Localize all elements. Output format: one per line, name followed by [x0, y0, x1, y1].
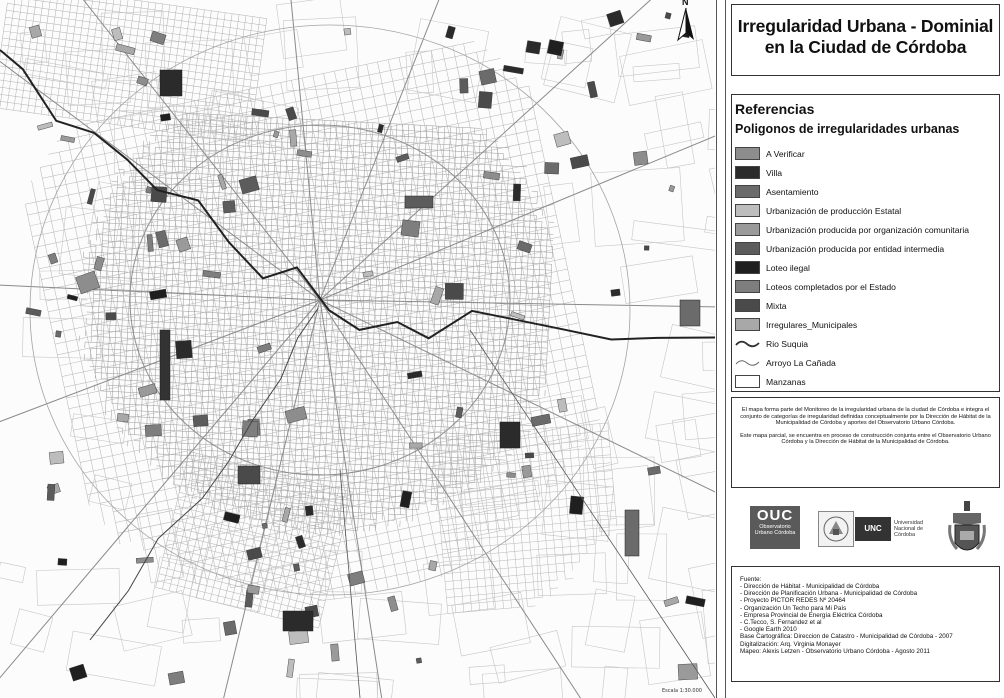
- sources-list: [740, 583, 991, 655]
- ouc-logo-subtitle: Observatorio Urbano Córdoba: [754, 524, 796, 536]
- legend-item: [735, 239, 997, 258]
- legend-label: Urbanización producida por organización comunitaria: [766, 224, 970, 235]
- map-title-line-1: Irregularidad Urbana - Dominial: [737, 16, 994, 36]
- legend-swatch: [735, 204, 760, 217]
- legend-list: [735, 144, 997, 391]
- legend-label: Rio Suquia: [766, 338, 809, 349]
- legend-label: Mixta: [766, 300, 787, 311]
- source-line: - Proyecto PICTOR REDES Nº 20464: [740, 597, 846, 605]
- note-paragraph-1: El mapa forma parte del Monitoreo de la irregularidad urbana de la ciudad de Córdoba e integra el conjunto de categorías de irregularidad definidas conceptualmente por la Dirección de Hábitat de la Municipalidad de Córdoba y aportes del Observatorio Urbano Córdoba.: [740, 407, 991, 427]
- sources-box: [731, 566, 1000, 682]
- source-line: - Empresa Provincial de Energía Eléctrica Córdoba: [740, 611, 883, 619]
- unc-logo-name: Universidad Nacional de Córdoba: [894, 520, 924, 538]
- legend-label: Villa: [766, 167, 783, 178]
- legend-item: [735, 144, 997, 163]
- ouc-logo-name: OUC: [756, 507, 794, 524]
- legend-item: [735, 163, 997, 182]
- legend-swatch: [735, 375, 760, 388]
- source-line: - Dirección de Hábitat - Municipalidad de Córdoba: [740, 583, 880, 590]
- legend-item: [735, 277, 997, 296]
- legend-label: Urbanización producida por entidad intermedia: [766, 243, 945, 254]
- municipal-shield-icon: [947, 499, 987, 559]
- legend-swatch: [735, 299, 760, 312]
- legend-swatch: [735, 280, 760, 293]
- legend-subtitle: Poligonos de irregularidades urbanas: [735, 122, 960, 136]
- stream-line-icon: [735, 356, 760, 369]
- legend-item: [735, 258, 997, 277]
- map-title-line-2: en la Ciudad de Córdoba: [764, 37, 967, 57]
- legend-label: Loteos completados por el Estado: [766, 281, 896, 292]
- sources-heading: Fuente:: [740, 576, 762, 583]
- note-paragraph-2: Este mapa parcial, se encuentra en proceso de construcción conjunta entre el Observatorio Urbano Córdoba y la Dirección de Hábitat de la Municipalidad de Córdoba.: [740, 432, 991, 446]
- legend-swatch: [735, 242, 760, 255]
- legend-item: [735, 201, 997, 220]
- legend-label: Asentamiento: [766, 186, 819, 197]
- legend-item: [735, 315, 997, 334]
- source-line: Mapeo: Alexis Letzen - Observatorio Urbano Córdoba - Agosto 2011: [740, 647, 930, 655]
- legend-label: A Verificar: [766, 148, 805, 159]
- source-line: - Organización Un Techo para Mi País: [740, 604, 847, 612]
- legend-swatch: [735, 147, 760, 160]
- legend-title: Referencias: [735, 101, 815, 117]
- source-line: Digitalización: Arq. Virginia Monayer: [740, 640, 841, 648]
- map-title: [732, 5, 999, 58]
- legend-label: Loteo ilegal: [766, 262, 810, 273]
- unc-seal-icon: [818, 511, 854, 547]
- legend-item: [735, 334, 997, 353]
- note-box: [731, 397, 1000, 488]
- legend-swatch: [735, 223, 760, 236]
- source-line: - C.Tecco, S. Fernandez et al: [740, 619, 822, 627]
- unc-logo: [818, 511, 936, 547]
- legend-item: [735, 353, 997, 372]
- legend-swatch: [735, 261, 760, 274]
- panel-separator: [716, 0, 726, 698]
- legend-label: Urbanización de producción Estatal: [766, 205, 902, 216]
- title-box: [731, 4, 1000, 76]
- legend-label: Arroyo La Cañada: [766, 357, 836, 368]
- legend-item: [735, 220, 997, 239]
- legend-label: Irregulares_Municipales: [766, 319, 858, 330]
- source-line: Base Cartográfica: Direccion de Catastro - Municipalidad de Córdoba - 2007: [740, 633, 953, 641]
- scale-label: Escala 1:30.000: [662, 688, 702, 694]
- legend-item: [735, 182, 997, 201]
- legend-label: Manzanas: [766, 376, 806, 387]
- source-line: - Google Earth 2010: [740, 626, 797, 634]
- north-label: N: [682, 0, 689, 7]
- source-line: - Dirección de Planificación Urbana - Municipalidad de Córdoba: [740, 590, 918, 598]
- legend-swatch: [735, 318, 760, 331]
- logos-box: [731, 490, 1000, 565]
- legend-swatch: [735, 166, 760, 179]
- legend-swatch: [735, 185, 760, 198]
- unc-logo-abbr: UNC: [855, 517, 891, 541]
- legend-box: [731, 94, 1000, 392]
- ouc-logo: [750, 506, 800, 549]
- legend-item: [735, 372, 997, 391]
- legend-item: [735, 296, 997, 315]
- river-line-icon: [735, 337, 760, 350]
